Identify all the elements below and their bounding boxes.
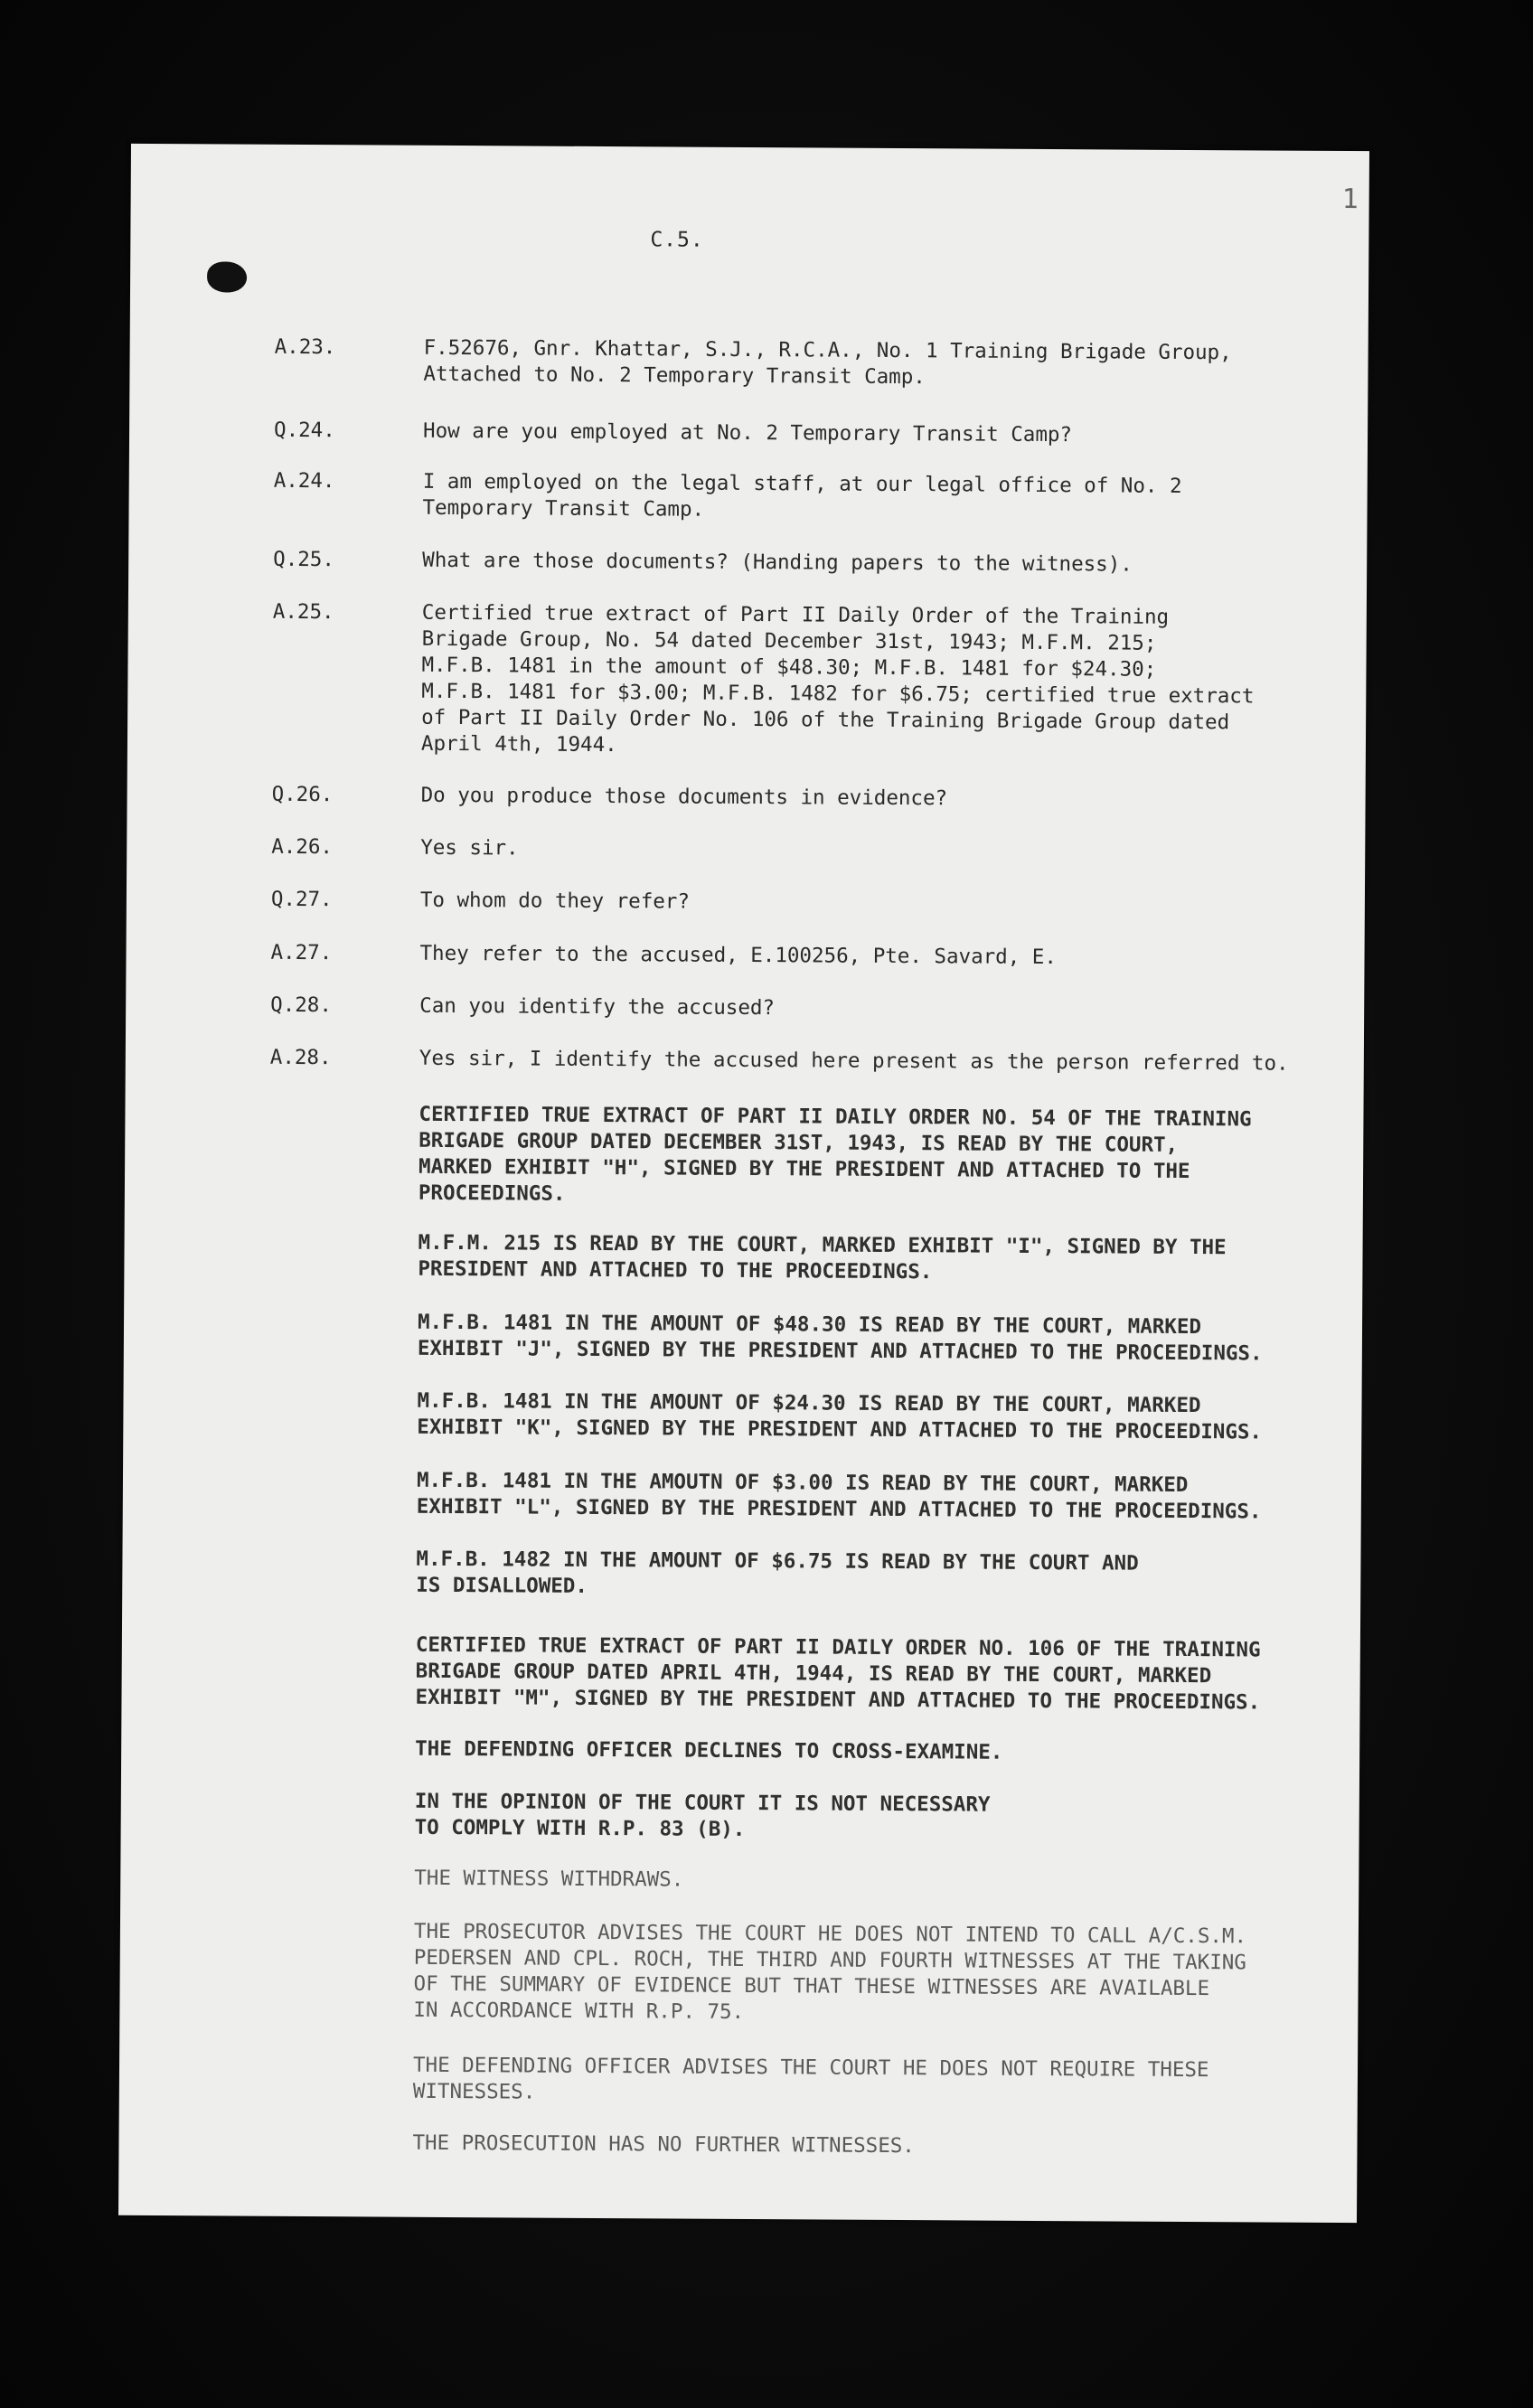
qa-label: A.24. bbox=[273, 468, 335, 494]
proceedings-paragraph: CERTIFIED TRUE EXTRACT OF PART II DAILY ORDER NO. 54 OF THE TRAINING BRIGADE GROUP DATED DECEMBER 31ST, 1943, IS READ BY THE COURT, MARKED EXHIBIT "H", SIGNED BY THE PRESIDENT AND ATTACHED TO THE PROCEEDINGS. bbox=[418, 1102, 1252, 1206]
proceedings-paragraph: M.F.B. 1481 IN THE AMOUNT OF $48.30 IS READ BY THE COURT, MARKED EXHIBIT "J", SIGNED BY THE PRESIDENT AND ATTACHED TO THE PROCEEDINGS. bbox=[417, 1310, 1263, 1366]
qa-label: A.25. bbox=[272, 599, 334, 625]
qa-text: Can you identify the accused? bbox=[419, 993, 776, 1021]
document-page bbox=[118, 144, 1369, 2223]
qa-label: Q.24. bbox=[274, 418, 335, 443]
qa-row bbox=[126, 1044, 1364, 1076]
proceedings-paragraph: THE WITNESS WITHDRAWS. bbox=[414, 1866, 684, 1892]
qa-label: Q.26. bbox=[271, 782, 334, 807]
proceedings-paragraph: M.F.B. 1481 IN THE AMOUNT OF $24.30 IS READ BY THE COURT, MARKED EXHIBIT "K", SIGNED BY THE PRESIDENT AND ATTACHED TO THE PROCEEDINGS. bbox=[417, 1388, 1263, 1444]
proceedings-paragraph: THE DEFENDING OFFICER DECLINES TO CROSS-EXAMINE. bbox=[415, 1736, 1003, 1764]
qa-label: Q.28. bbox=[270, 992, 333, 1018]
qa-text: F.52676, Gnr. Khattar, S.J., R.C.A., No. 1 Training Brigade Group, Attached to No. 2 Temporary Transit Camp. bbox=[423, 335, 1232, 390]
proceedings-paragraph: IN THE OPINION OF THE COURT IT IS NOT NECESSARY TO COMPLY WITH R.P. 83 (B). bbox=[414, 1789, 991, 1842]
qa-row bbox=[129, 467, 1368, 522]
qa-text: Yes sir, I identify the accused here present as the person referred to. bbox=[419, 1046, 1289, 1076]
qa-label: A.28. bbox=[269, 1045, 332, 1070]
qa-row bbox=[130, 334, 1368, 390]
qa-row bbox=[128, 546, 1367, 577]
qa-label: Q.25. bbox=[273, 547, 335, 572]
proceedings-paragraph: M.F.M. 215 IS READ BY THE COURT, MARKED EXHIBIT "I", SIGNED BY THE PRESIDENT AND ATTACHED TO THE PROCEEDINGS. bbox=[418, 1230, 1227, 1284]
proceedings-paragraph: THE DEFENDING OFFICER ADVISES THE COURT HE DOES NOT REQUIRE THESE WITNESSES. bbox=[412, 2053, 1209, 2104]
qa-text: To whom do they refer? bbox=[419, 888, 690, 914]
qa-row bbox=[127, 939, 1365, 970]
qa-label: A.27. bbox=[270, 940, 333, 965]
qa-row bbox=[127, 886, 1365, 914]
qa-text: Yes sir. bbox=[420, 835, 519, 861]
proceedings-paragraph: THE PROSECUTOR ADVISES THE COURT HE DOES NOT INTEND TO CALL A/C.S.M. PEDERSEN AND CPL. ROCH, THE THIRD AND FOURTH WITNESSES AT THE TAKING OF THE SUMMARY OF EVIDENCE BUT THAT THESE WITNESSES ARE AVAILABLE IN ACCORDANCE WITH R.P. 75. bbox=[413, 1919, 1247, 2024]
proceedings-paragraph: M.F.B. 1482 IN THE AMOUNT OF $6.75 IS READ BY THE COURT AND IS DISALLOWED. bbox=[416, 1547, 1139, 1598]
qa-label: A.26. bbox=[271, 834, 334, 860]
qa-text: How are you employed at No. 2 Temporary Transit Camp? bbox=[422, 419, 1073, 447]
qa-row bbox=[129, 417, 1368, 447]
proceedings-paragraph: M.F.B. 1481 IN THE AMOUTN OF $3.00 IS READ BY THE COURT, MARKED EXHIBIT "L", SIGNED BY THE PRESIDENT AND ATTACHED TO THE PROCEEDINGS. bbox=[416, 1468, 1262, 1524]
qa-text: They refer to the accused, E.100256, Pte. Savard, E. bbox=[419, 941, 1058, 970]
qa-text: Certified true extract of Part II Daily Order of the Training Brigade Group, No. 54 dated December 31st, 1943; M.F.M. 215; M.F.B. 1481 in the amount of $48.30; M.F.B. 1481 for $24.30; M.F.B. 1481 for $3.00; M.F.B. 1482 for $6.75; certified true extract of Part II Daily Order No. 106 of the Training Brigade Group dated April 4th, 1944. bbox=[420, 600, 1255, 757]
qa-text: What are those documents? (Handing papers to the witness). bbox=[422, 548, 1133, 577]
qa-text: I am employed on the legal staff, at our legal office of No. 2 Temporary Transit Camp. bbox=[422, 469, 1182, 522]
qa-text: Do you produce those documents in evidence? bbox=[420, 783, 948, 811]
ink-blot bbox=[207, 261, 247, 292]
qa-label: Q.27. bbox=[270, 887, 333, 912]
qa-row bbox=[127, 833, 1365, 861]
qa-row bbox=[126, 992, 1364, 1021]
qa-row bbox=[128, 598, 1367, 757]
qa-label: A.23. bbox=[274, 334, 336, 360]
corner-mark: 1 bbox=[1341, 183, 1359, 216]
proceedings-paragraph: THE PROSECUTION HAS NO FURTHER WITNESSES. bbox=[412, 2131, 915, 2159]
page-number: C.5. bbox=[650, 228, 704, 252]
proceedings-paragraph: CERTIFIED TRUE EXTRACT OF PART II DAILY ORDER NO. 106 OF THE TRAINING BRIGADE GROUP DATED APRIL 4TH, 1944, IS READ BY THE COURT, MARKED EXHIBIT "M", SIGNED BY THE PRESIDENT AND ATTACHED TO THE PROCEEDINGS. bbox=[415, 1632, 1261, 1715]
qa-row bbox=[127, 781, 1366, 811]
